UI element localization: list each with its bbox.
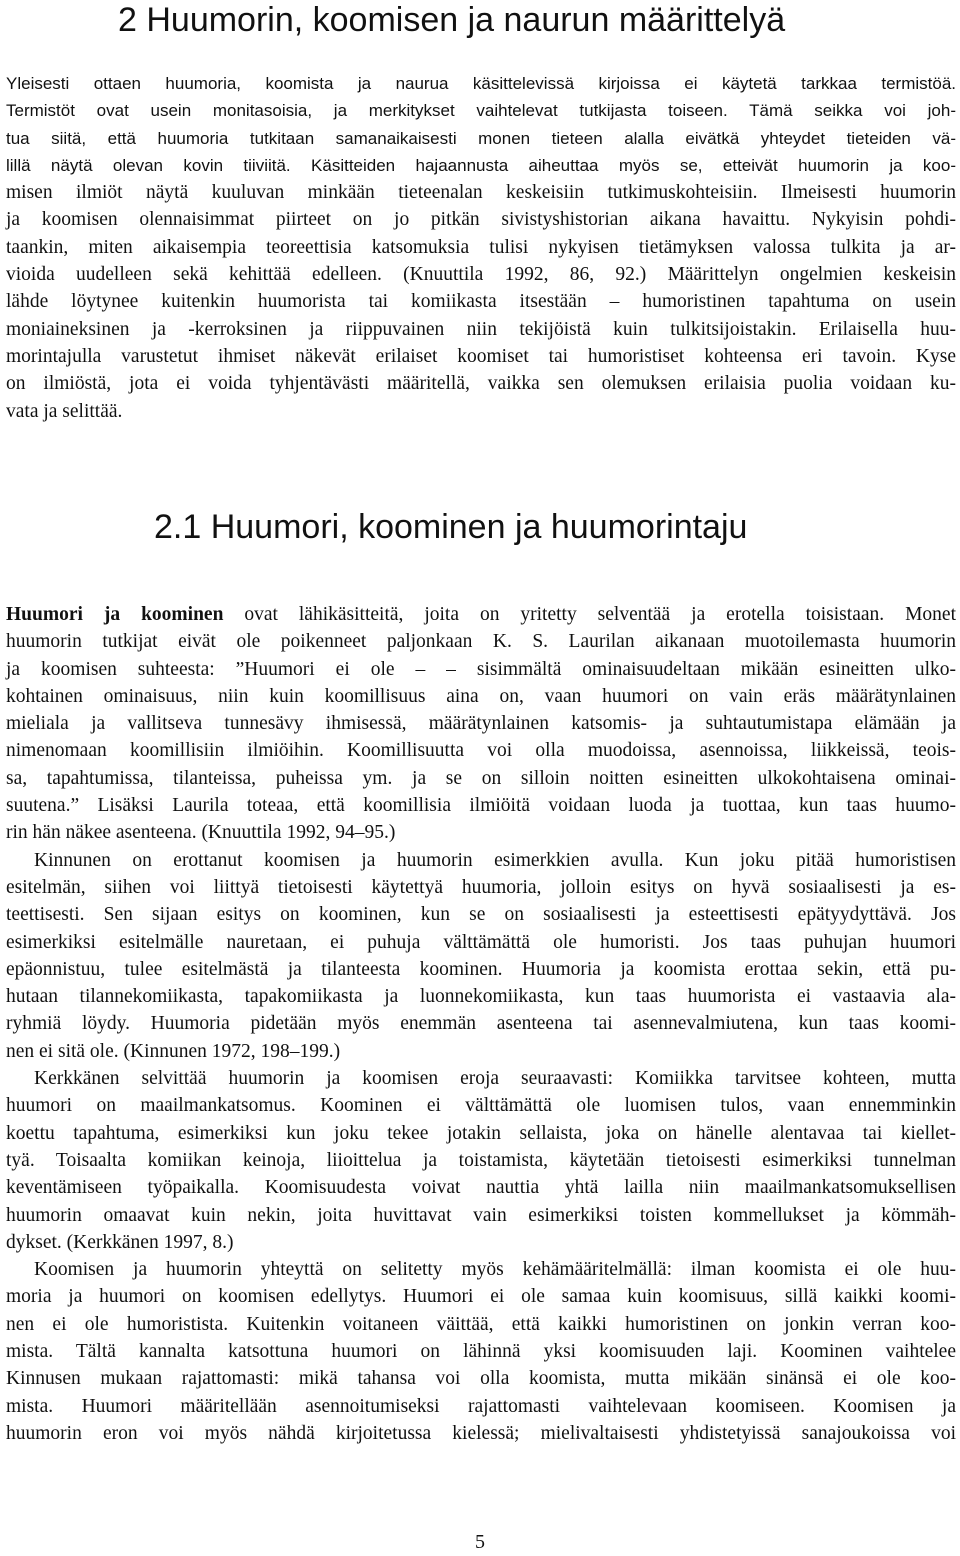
text-line: nen ei sitä ole. (Kinnunen 1972, 198–199.) bbox=[6, 1040, 341, 1062]
text-line: keventämiseen työpaikalla. Koomisuudesta voivat nauttia yhtä lailla niin maailmankatsomuksellisen bbox=[6, 1177, 956, 1199]
text-line: esimerkiksi esitelmälle nauretaan, ei puhuja välttämättä ole humoristi. Jos taas puhujan huumori bbox=[6, 931, 956, 953]
lead-term: Huumori ja koominen bbox=[6, 604, 224, 625]
text-line: mieliala ja vallitseva tunnesävy ihmisessä, määrätynlainen katsomis- ja suhtautumistapa elämään ja bbox=[6, 713, 956, 735]
text-line: Kinnunen on erottanut koomisen ja huumorin esimerkkien avulla. Kun joku pitää humoristisen bbox=[34, 849, 956, 871]
page-number: 5 bbox=[475, 1531, 485, 1553]
text-line: Koomisen ja huumorin yhteyttä on selitetty myös kehämääritelmällä: ilman koomista ei ole huu- bbox=[34, 1259, 956, 1281]
text-line: misen ilmiöt näytä kuuluvan minkään tieteenalan keskeisiin tutkimuskohteisiin. Ilmeisesti huumorin bbox=[6, 182, 956, 204]
text-line: lillä näytä olevan kovin tiiviitä. Käsitteiden hajaannusta aiheuttaa myös se, etteivät huumorin ja koo- bbox=[6, 155, 956, 175]
text-line: huumorin omaavat kuin nekin, joita huvittavat vain esimerkiksi toisten kommellukset ja kömmäh- bbox=[6, 1204, 956, 1226]
text-line: vata ja selittää. bbox=[6, 400, 123, 422]
intro-paragraph bbox=[6, 70, 956, 425]
text-line: rin hän näkee asenteena. (Knuuttila 1992, 94–95.) bbox=[6, 822, 396, 844]
text-line: huumorin tutkijat eivät ole poikenneet paljonkaan K. S. Laurilan aikanaan muotoilemasta huumorin bbox=[6, 631, 956, 653]
text-line: kohtainen ominaisuus, niin kuin koomillisuus aina on, vaan huumori on vain eräs määrätynlainen bbox=[6, 685, 956, 707]
text-line: taankin, miten aikaisempia teoreettisia katsomuksia tulisi nykyisen tietämyksen valossa tulkita ja ar- bbox=[6, 236, 956, 258]
text-line: tyä. Toisaalta komiikan keinoja, liioittelua ja toistamista, käytetään tietoisesti esimerkiksi tunnelman bbox=[6, 1149, 956, 1171]
text-line: suutena.” Lisäksi Laurila toteaa, että koomillisia ilmiöitä voidaan luoda ja tuottaa, kun taas huumo- bbox=[6, 795, 956, 817]
text-line: Yleisesti ottaen huumoria, koomista ja naurua käsittelevissä kirjoissa ei käytetä tarkkaa termistöä. bbox=[6, 74, 956, 93]
text-line: teettisesti. Sen sijaan esitys on koominen, kun se on sosiaalisesti ja esteettisesti epätyydyttävä. Jos bbox=[6, 904, 956, 926]
text-line: koettu tapahtuma, esimerkiksi kun joku tekee jotakin sellaista, joka on hänelle alentavaa tai kiellet- bbox=[6, 1122, 956, 1144]
text-line: moria ja huumori on koomisen edellytys. Huumori ei ole samaa kuin koomisuus, sillä kaikki koomi- bbox=[6, 1286, 956, 1308]
text-line: hutaan tilannekomiikasta, tapakomiikasta ja luonnekomiikasta, kun taas huumorista ei vastaavia ala- bbox=[6, 986, 956, 1008]
text-line: mista. Huumori määritellään asennoitumiseksi rajattomasti vaihtelevaan koomiseen. Koomisen ja bbox=[6, 1395, 956, 1417]
text-line: huumori on maailmankatsomus. Koominen ei välttämättä ole luomisen tulos, vaan ennemminkin bbox=[6, 1095, 956, 1117]
section-body bbox=[6, 601, 956, 1447]
text-run: ovat lähikäsitteitä, joita on yritetty selventää ja erotella toisistaan. Monet bbox=[223, 604, 956, 625]
text-line: mista. Tältä kannalta katsottuna huumori on lähinnä yksi koomisuuden laji. Koominen vaihtelee bbox=[6, 1341, 956, 1363]
chapter-heading: 2 Huumorin, koomisen ja naurun määrittelyä bbox=[118, 1, 786, 39]
text-line: Kinnusen mukaan rajattomasti: mikä tahansa voi olla koomista, mutta mikään sinänsä ei ole koo- bbox=[6, 1368, 956, 1390]
text-line: Kerkkänen selvittää huumorin ja koomisen eroja seuraavasti: Komiikka tarvitsee kohteen, mutta bbox=[34, 1068, 956, 1090]
text-line: ryhmiä löydy. Huumoria pidetään myös enemmän asenteena tai asennevalmiutena, kun taas koomi- bbox=[6, 1013, 956, 1035]
text-line: nimenomaan koomillisiin ilmiöihin. Koomillisuutta voi olla muodoissa, asennoissa, liikkeissä, teois- bbox=[6, 740, 956, 762]
text-line: sa, tapahtumissa, tilanteissa, puheissa ym. ja se on silloin noitten esineitten ulkokohtaisena ominai- bbox=[6, 767, 956, 789]
text-line: dykset. (Kerkkänen 1997, 8.) bbox=[6, 1231, 234, 1253]
text-line: nen ei ole humoristista. Kuitenkin voitaneen väittää, että kaikki humoristinen on jonkin verran koo- bbox=[6, 1313, 956, 1335]
text-line bbox=[6, 601, 956, 628]
text-line: huumorin eron voi myös nähdä kirjoitetussa kielessä; mielivaltaisesti yhdistetyissä sanajoukoissa voi bbox=[6, 1422, 956, 1444]
section-heading: 2.1 Huumori, koominen ja huumorintaju bbox=[154, 508, 748, 546]
text-line: vioida uudelleen sekä kehittää edelleen. (Knuuttila 1992, 86, 92.) Määrittelyn ongelmien keskeisin bbox=[6, 264, 956, 286]
text-line: esitelmän, siihen voi liittyä tietoisesti käytettyä huumoria, jolloin esitys on hyvä sosiaalisesti ja es- bbox=[6, 876, 956, 898]
text-line: moniaineksinen ja -kerroksinen ja riippuvainen niin tekijöistä kuin tulkitsijoistakin. Erilaisella huu- bbox=[6, 318, 956, 340]
text-line: tua siitä, että huumoria tutkitaan samanaikaisesti monen tieteen alalla eivätkä yhteydet tieteiden vä- bbox=[6, 128, 956, 148]
text-line: ja koomisen olennaisimmat piirteet on jo pitkän sivistyshistorian aikana havaittu. Nykyisin pohdi- bbox=[6, 209, 956, 231]
text-line: epäonnistuu, tulee esitelmästä ja tilanteesta koominen. Huumoria ja koomista erottaa sekin, että pu- bbox=[6, 958, 956, 980]
text-line: on ilmiöstä, jota ei voida tyhjentävästi määritellä, vaikka sen olemuksen erilaisia puolia voidaan ku- bbox=[6, 373, 956, 395]
text-line: morintajulla varustetut ihmiset näkevät erilaiset koomiset tai humoristiset kohteensa eri tavoin. Kyse bbox=[6, 345, 956, 367]
text-line: lähde löytynee kuitenkin huumorista tai komiikasta itsestään – humoristinen tapahtuma on usein bbox=[6, 291, 956, 313]
text-line: Termistöt ovat usein monitasoisia, ja merkitykset vaihtelevat tutkijasta toiseen. Tämä seikka voi joh- bbox=[6, 101, 956, 121]
text-line: ja koomisen suhteesta: ”Huumori ei ole – – sisimmältä ominaisuudeltaan mikään esineitten ulko- bbox=[6, 658, 956, 680]
